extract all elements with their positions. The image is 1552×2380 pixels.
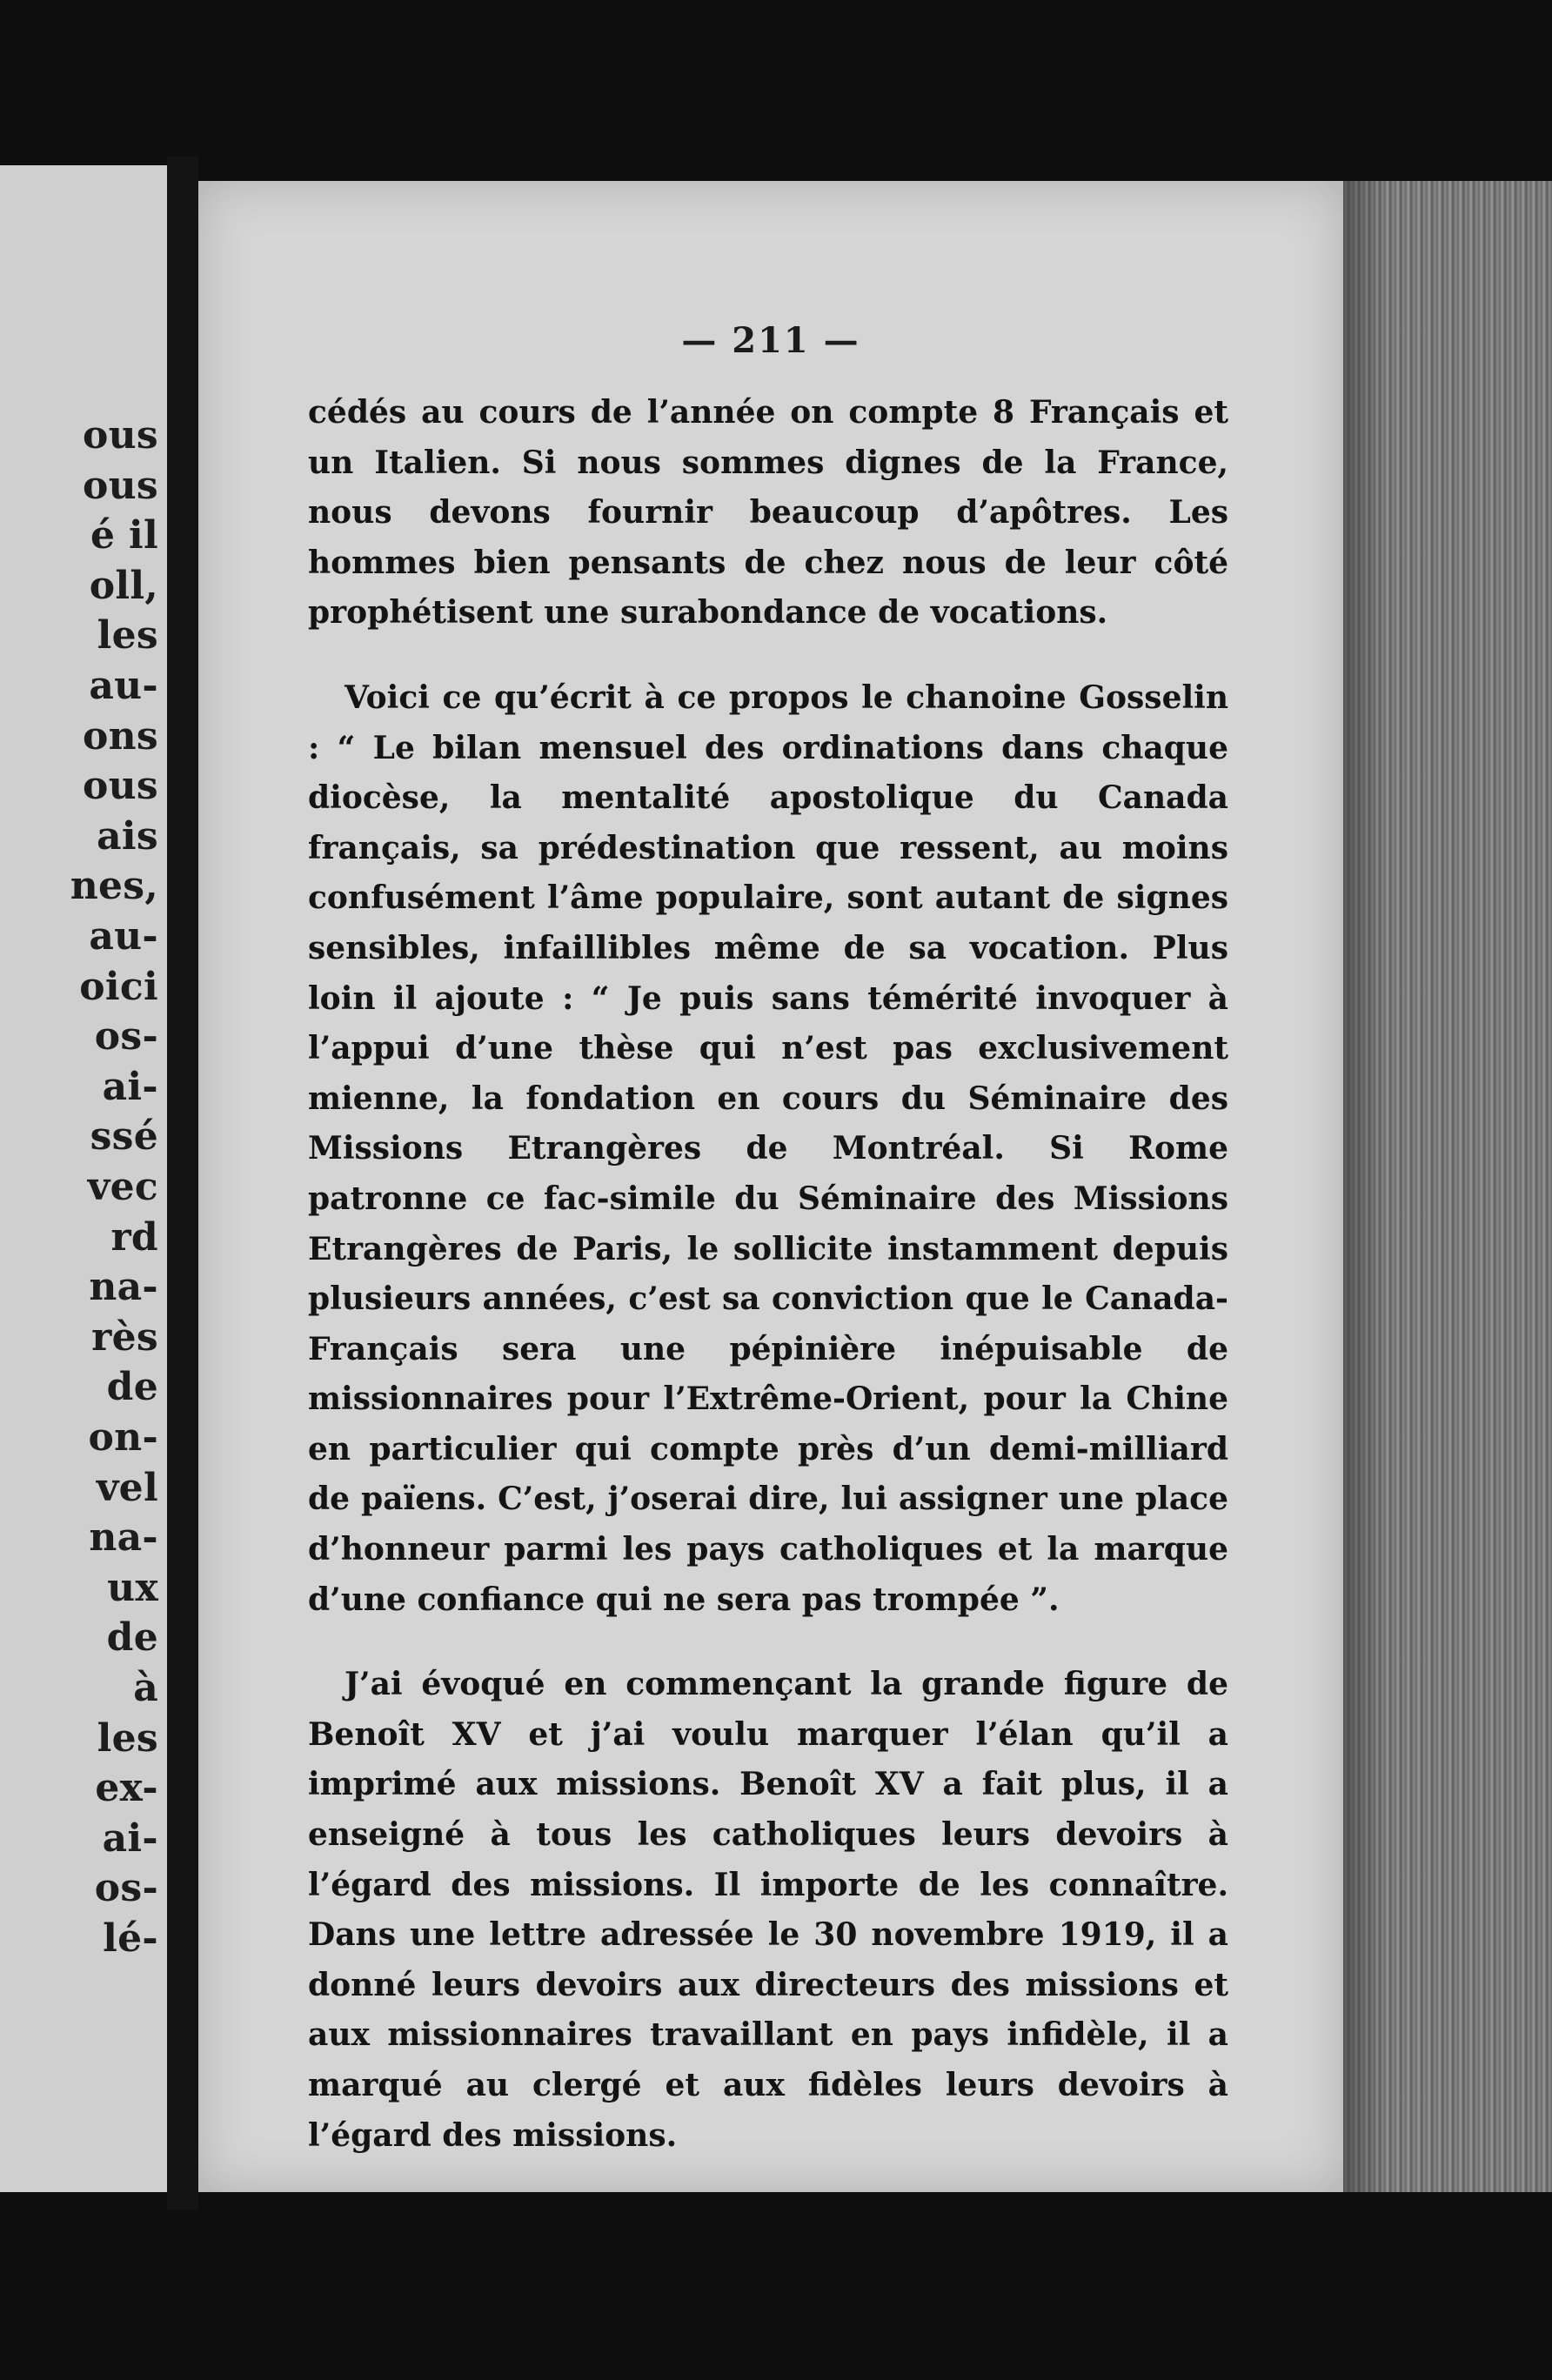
paragraph-3: J’ai évoqué en commençant la grande figure de Benoît XV et j’ai voulu marquer l’élan qu’il a imprimé aux missions. Benoît XV a fait plus, il a enseigné à tous les catholiques leurs devoirs à l’égard des missions. Il importe de les connaître. Dans une lettre adressée le 30 novembre 1919, il a donné leurs devoirs aux directeurs des missions et aux missionnaires travaillant en pays infidèle, il a marqué au clergé et aux fidèles leurs devoirs à l’égard des missions. [308,1666,1228,2154]
page-number: — 211 — [681,320,860,361]
left-page-line: ous [82,463,158,508]
left-page-line: au- [89,664,158,708]
left-page-line: vec [87,1165,158,1209]
left-page-line: ex- [95,1766,158,1811]
left-page-line: ons [82,713,158,759]
left-page-line: ais [97,813,158,859]
left-page-line: de [106,1365,158,1410]
left-page-line: ai- [102,1064,158,1109]
left-page-line: os- [94,1014,158,1060]
paragraph-1: cédés au cours de l’année on compte 8 Français et un Italien. Si nous sommes dignes de la France, nous devons fournir beaucoup d’apôtres. Les hommes bien pensants de chez nous de leur côté prophétisent une surabondance de vocations. [308,394,1228,632]
left-page-line: oici [79,964,158,1009]
left-page-line: à [133,1666,158,1710]
left-page-fragment [0,165,167,2192]
left-page-line: rd [110,1214,158,1260]
left-page-line: ous [82,764,158,809]
left-page-line: de [106,1615,158,1661]
left-page-line: on- [88,1415,158,1460]
left-page-line: au- [89,914,158,959]
fore-edge-shadow [1343,181,1387,2192]
left-page-line: é il [90,513,158,558]
page-body [308,388,1228,2196]
left-page-line: na- [89,1515,158,1561]
left-page-line: ai- [102,1815,158,1861]
book-page [198,181,1343,2192]
left-page-line: ous [82,413,158,458]
left-page-line: vel [96,1465,158,1510]
left-page-line: oll, [89,563,158,608]
left-page-line: os- [94,1866,158,1911]
left-page-line: rès [91,1314,158,1360]
left-page-line: les [97,1715,158,1761]
left-page-line: lé- [103,1916,158,1961]
left-page-line: ssé [90,1114,158,1160]
left-page-line: na- [89,1265,158,1310]
left-page-line: nes, [70,864,158,909]
left-page-line: les [97,613,158,659]
left-page-line: ux [107,1565,158,1610]
book-gutter [167,157,198,2210]
paragraph-2: Voici ce qu’écrit à ce propos le chanoine Gosselin : “ Le bilan mensuel des ordinations dans chaque diocèse, la mentalité apostolique du Canada français, sa prédestination que ressent, au moins confusément l’âme populaire, sont autant de signes sensibles, infaillibles même de sa vocation. Plus loin il ajoute : “ Je puis sans témérité invoquer à l’appui d’une thèse qui n’est pas exclusivement mienne, la fondation en cours du Séminaire des Missions Etrangères de Montréal. Si Rome patronne ce fac-simile du Séminaire des Missions Etrangères de Paris, le sollicite instamment depuis plusieurs années, c’est sa conviction que le Canada-Français sera une pépinière inépuisable de missionnaires pour l’Extrême-Orient, pour la Chine en particulier qui compte près d’un demi-milliard de païens. C’est, j’oserai dire, lui assigner une place d’honneur parmi les pays catholiques et la marque d’une confiance qui ne sera pas trompée ”. [308,679,1228,1618]
